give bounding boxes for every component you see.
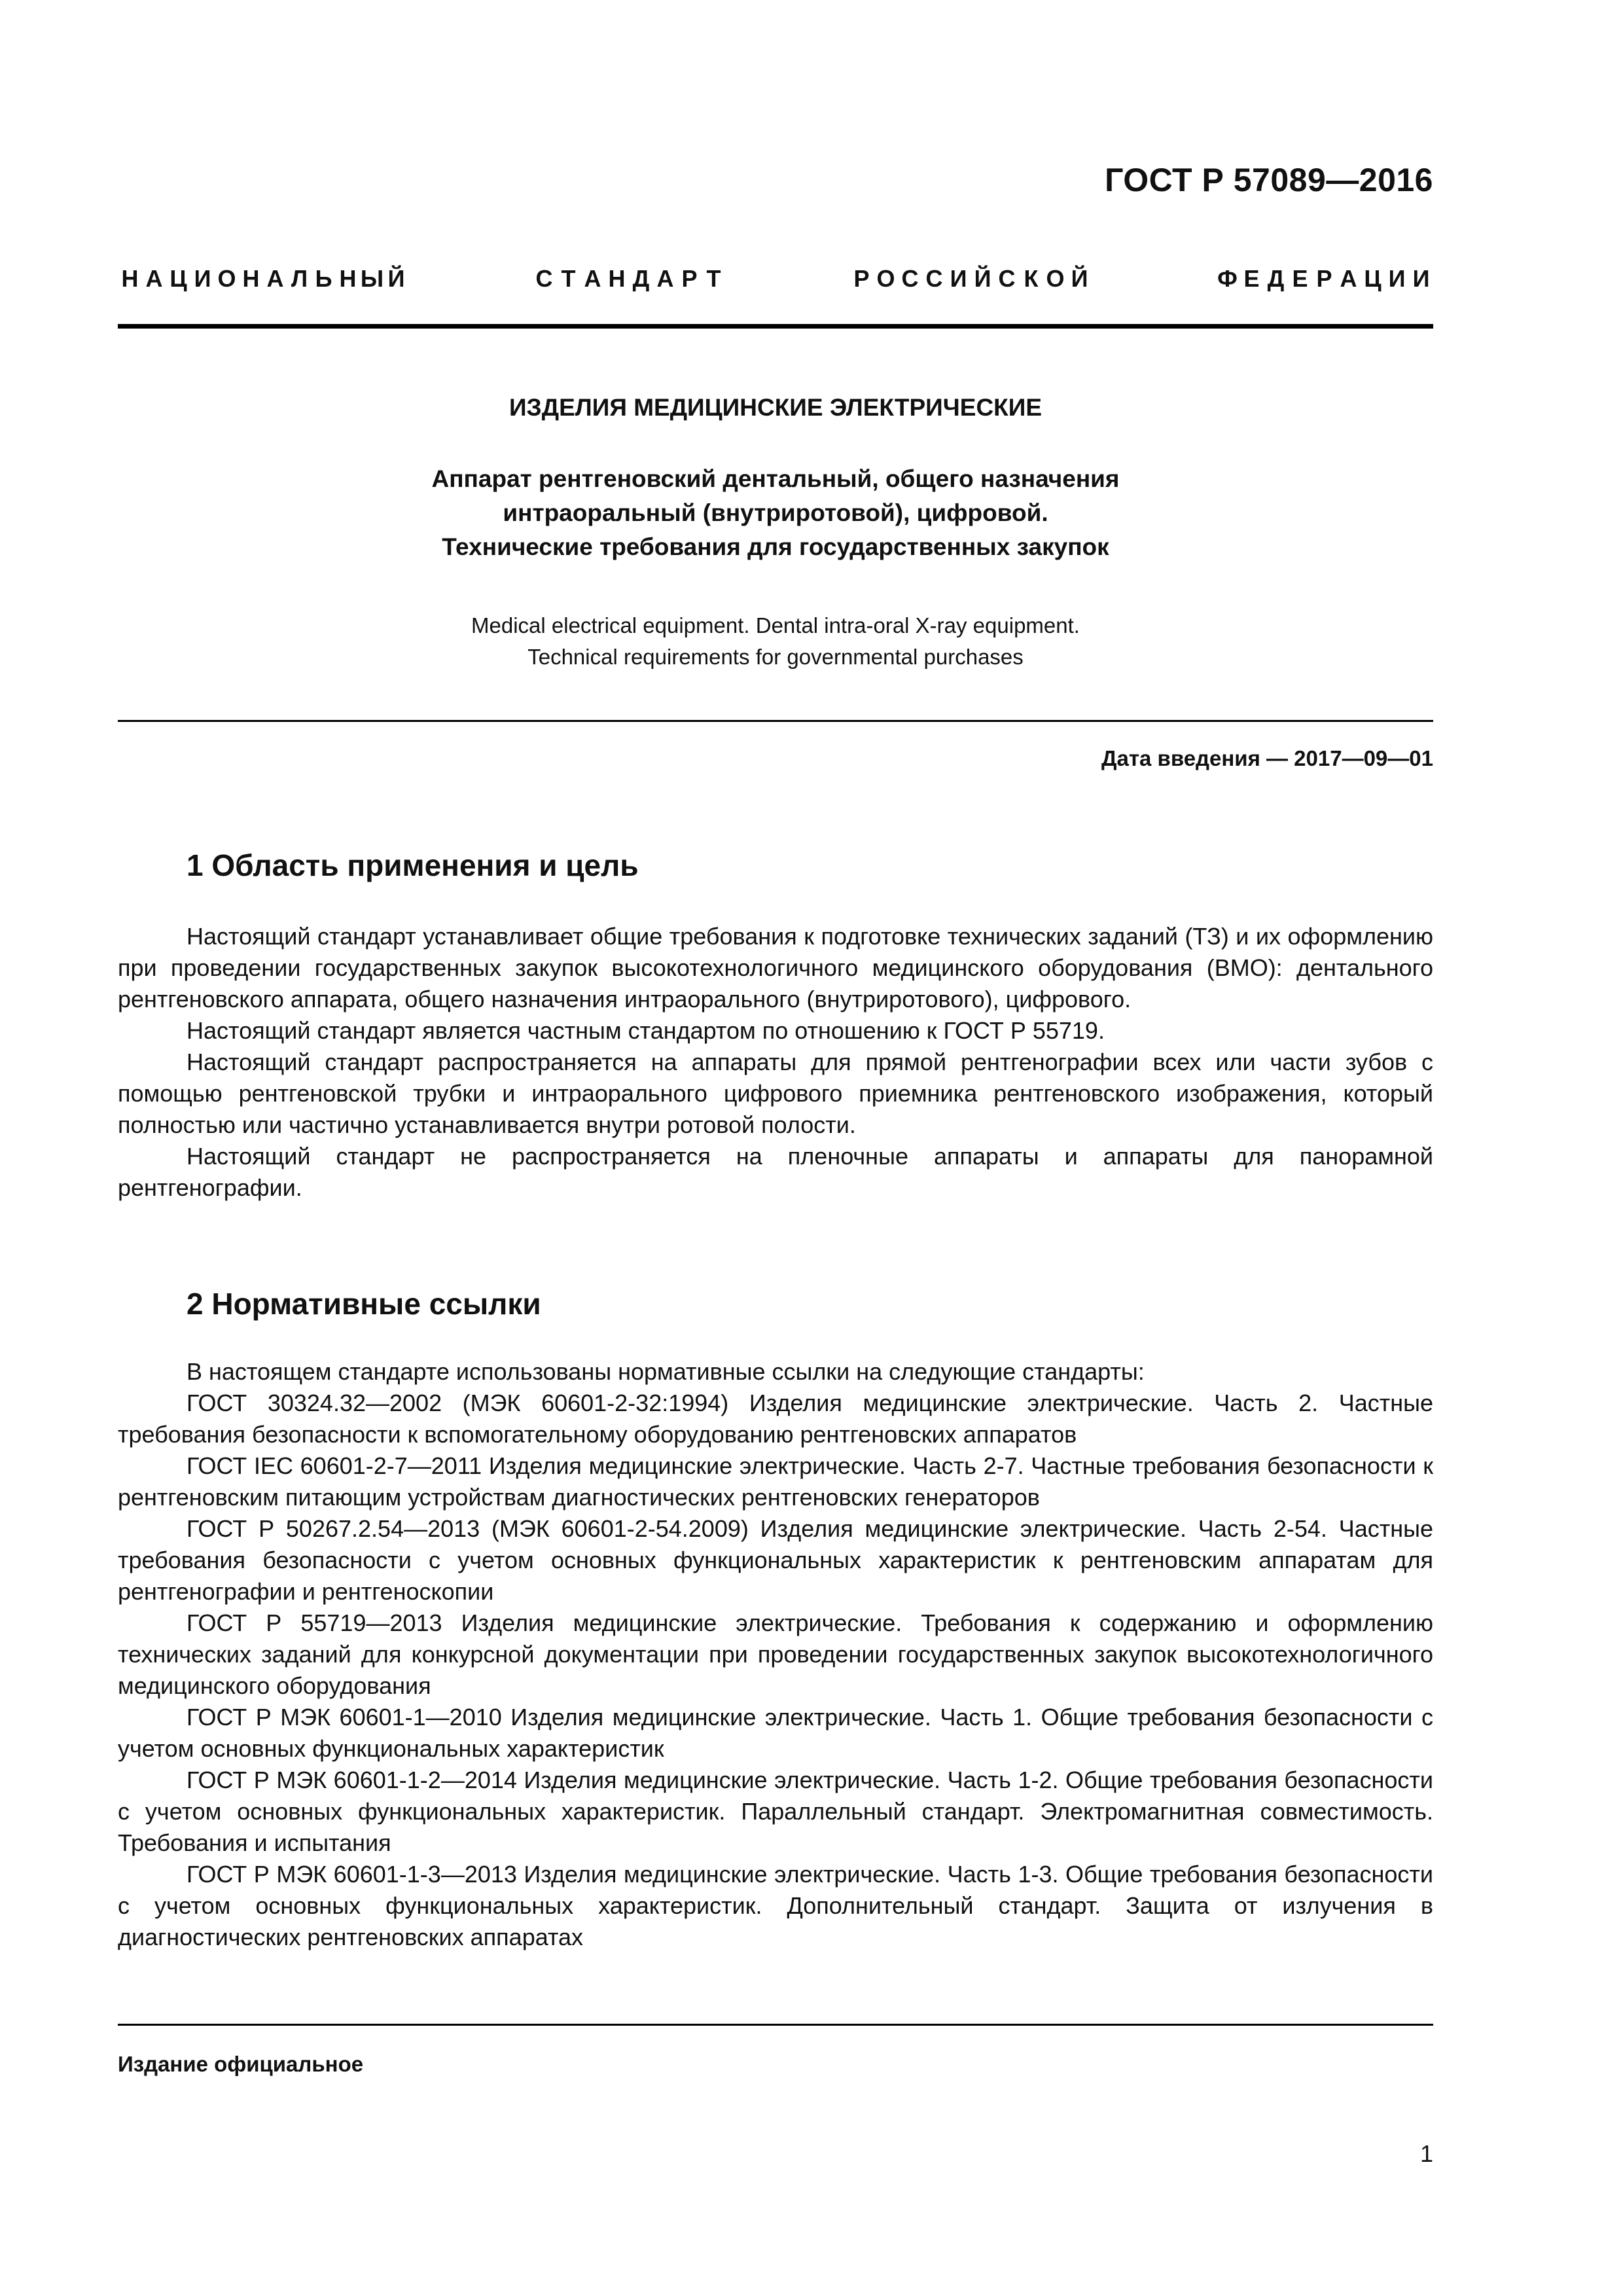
header-divider xyxy=(118,324,1433,329)
reference-item: ГОСТ IEC 60601-2-7—2011 Изделия медицинские электрические. Часть 2-7. Частные требования безопасности к рентгеновским питающим устройствам диагностических рентгеновских генераторов xyxy=(118,1452,1433,1511)
paragraph: Настоящий стандарт не распространяется на пленочные аппараты и аппараты для панорамной рентгенографии. xyxy=(118,1143,1433,1201)
national-standard-banner xyxy=(118,265,1433,307)
reference-item: ГОСТ Р 55719—2013 Изделия медицинские электрические. Требования к содержанию и оформлению технических заданий для конкурсной документации при проведении государственных закупок высокотехнологичного медицинского оборудования xyxy=(118,1609,1433,1699)
banner-word: С Т А Н Д А Р Т xyxy=(535,265,721,292)
english-title-line: Technical requirements for governmental purchases xyxy=(527,645,1024,669)
banner-word: Р О С С И Й С К О Й xyxy=(853,265,1088,292)
banner-word: Н А Ц И О Н А Л Ь Н Ы Й xyxy=(121,265,405,292)
section-body xyxy=(118,1356,1433,1953)
section-body xyxy=(118,921,1433,1204)
document-code: ГОСТ Р 57089—2016 xyxy=(1105,162,1433,198)
reference-item: ГОСТ Р МЭК 60601-1-3—2013 Изделия медицинские электрические. Часть 1-3. Общие требования безопасности с учетом основных функциональных характеристик. Дополнительный стандарт. Защита от излучения в диагностических рентгеновских аппаратах xyxy=(118,1861,1433,1950)
paragraph: Настоящий стандарт является частным стандартом по отношению к ГОСТ Р 55719. xyxy=(187,1017,1105,1044)
edition-label: Издание официальное xyxy=(118,2052,364,2076)
section-heading: 2 Нормативные ссылки xyxy=(187,1287,541,1321)
reference-item: ГОСТ 30324.32—2002 (МЭК 60601-2-32:1994) Изделия медицинские электрические. Часть 2. Частные требования безопасности к вспомогательному оборудованию рентгеновских аппаратов xyxy=(118,1390,1433,1448)
reference-item: ГОСТ Р МЭК 60601-1-2—2014 Изделия медицинские электрические. Часть 1-2. Общие требования безопасности с учетом основных функциональных характеристик. Параллельный стандарт. Электромагнитная совместимость. Требования и испытания xyxy=(118,1767,1433,1856)
subtitle-line: интраоральный (внутриротовой), цифровой. xyxy=(503,499,1048,526)
footer-divider xyxy=(118,2024,1433,2026)
paragraph: Настоящий стандарт распространяется на аппараты для прямой рентгенографии всех или части зубов с помощью рентгеновской трубки и интраорального цифрового приемника рентгеновского изображения, который полностью или частично устанавливается внутри ротовой полости. xyxy=(118,1049,1433,1138)
title-divider xyxy=(118,720,1433,722)
english-title-line: Medical electrical equipment. Dental intra-oral X-ray equipment. xyxy=(471,613,1080,637)
effective-date: Дата введения — 2017—09—01 xyxy=(1101,746,1433,770)
banner-word: Ф Е Д Е Р А Ц И И xyxy=(1217,265,1430,292)
reference-item: ГОСТ Р 50267.2.54—2013 (МЭК 60601-2-54.2009) Изделия медицинские электрические. Часть 2-54. Частные требования безопасности с учетом основных функциональных характеристик к рентгеновским аппаратам для рентгенографии и рентгеноскопии xyxy=(118,1515,1433,1605)
section-heading: 1 Область применения и цель xyxy=(187,848,639,882)
document-title: ИЗДЕЛИЯ МЕДИЦИНСКИЕ ЭЛЕКТРИЧЕСКИЕ xyxy=(508,394,1043,421)
english-title xyxy=(118,610,1433,673)
paragraph: В настоящем стандарте использованы нормативные ссылки на следующие стандарты: xyxy=(187,1358,1145,1385)
reference-item: ГОСТ Р МЭК 60601-1—2010 Изделия медицинские электрические. Часть 1. Общие требования безопасности с учетом основных функциональных характеристик xyxy=(118,1704,1433,1762)
paragraph: Настоящий стандарт устанавливает общие требования к подготовке технических заданий (ТЗ) и их оформлению при проведении государственных закупок высокотехнологичного медицинского оборудования (ВМО): дентального рентгеновского аппарата, общего назначения интраорального (внутриротового), цифрового. xyxy=(118,923,1433,1013)
subtitle-line: Аппарат рентгеновский дентальный, общего назначения xyxy=(431,465,1120,492)
subtitle-line: Технические требования для государственных закупок xyxy=(442,533,1109,560)
document-subtitle xyxy=(118,462,1433,564)
page-number: 1 xyxy=(1419,2140,1433,2167)
